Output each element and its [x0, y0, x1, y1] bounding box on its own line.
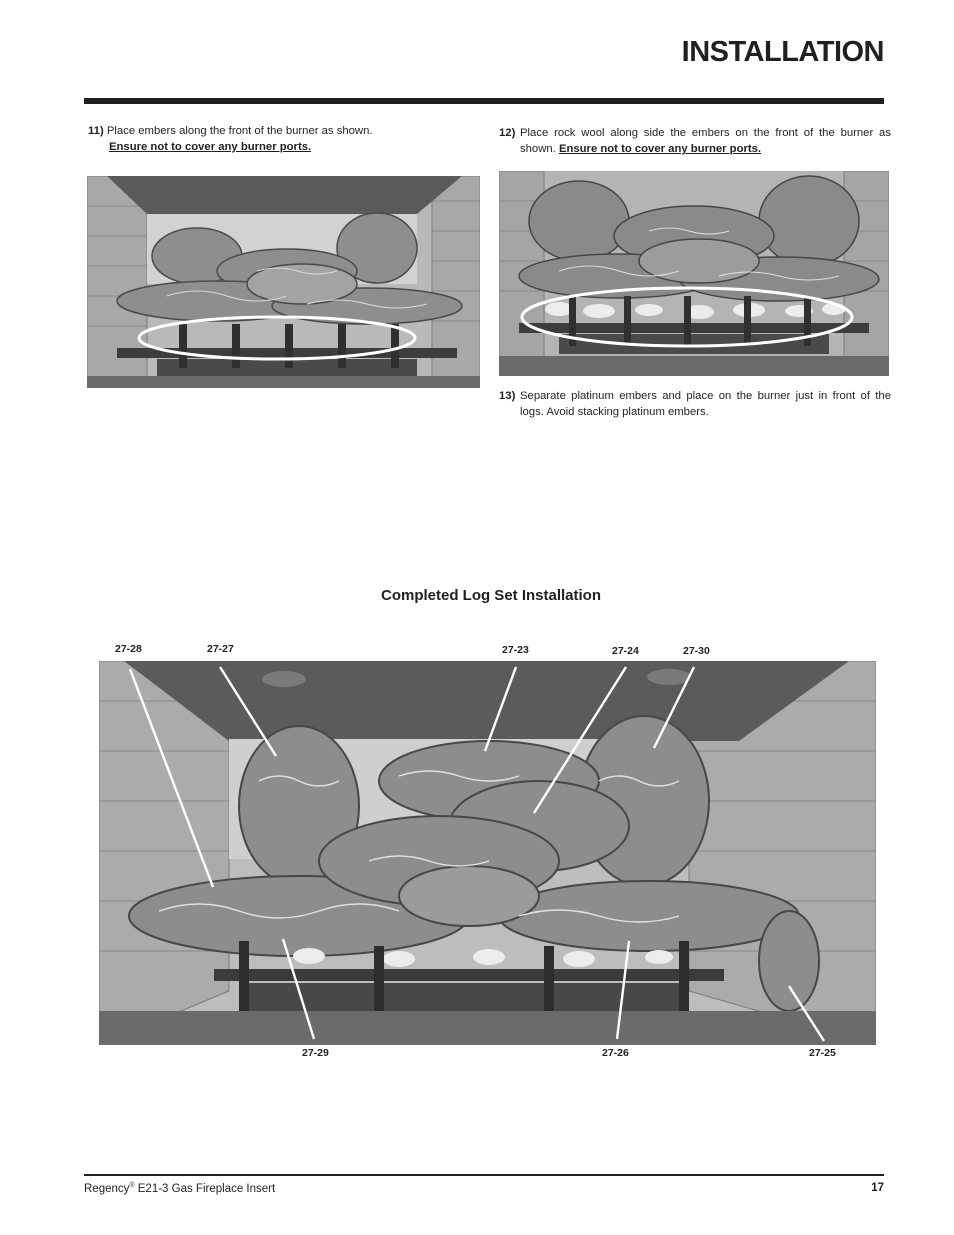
completed-log-set-photo — [99, 661, 876, 1045]
part-label-27-28: 27-28 — [115, 643, 142, 655]
part-label-27-26: 27-26 — [602, 1047, 629, 1059]
step-12-number: 12) — [499, 127, 516, 139]
footer-brand: Regency — [84, 1182, 130, 1195]
step-11-photo — [87, 176, 480, 388]
step-13-text: Separate platinum embers and place on the burner just in front of the logs. Avoid stacking platinum embers. — [520, 390, 891, 418]
footer-product-name: E21-3 Gas Fireplace Insert — [137, 1182, 276, 1195]
step-11-warning: Ensure not to cover any burner ports. — [109, 141, 312, 153]
header-rule — [84, 98, 884, 104]
completed-heading: Completed Log Set Installation — [380, 587, 601, 604]
part-label-27-25: 27-25 — [809, 1047, 836, 1059]
step-11-text: Place embers along the front of the burner as shown. — [106, 125, 373, 137]
page-title: INSTALLATION — [681, 36, 884, 68]
step-12 — [499, 125, 891, 157]
step-11-number: 11) — [88, 125, 104, 137]
part-label-27-23: 27-23 — [502, 644, 529, 656]
step-12-text: Place rock wool along side the embers on the front of the burner as shown. — [520, 127, 891, 155]
part-label-27-29: 27-29 — [302, 1047, 329, 1059]
step-12-warning: Ensure not to cover any burner ports. — [558, 143, 762, 155]
footer-rule — [84, 1174, 884, 1176]
footer-brand-mark: ® — [129, 1182, 135, 1189]
part-label-27-24: 27-24 — [612, 645, 639, 657]
part-label-27-30: 27-30 — [683, 645, 710, 657]
part-label-27-27: 27-27 — [207, 643, 234, 655]
step-12-photo — [499, 171, 889, 376]
footer-product — [84, 1182, 275, 1195]
step-11 — [88, 123, 468, 155]
step-13-number: 13) — [499, 390, 516, 402]
step-13 — [499, 388, 891, 420]
page-number: 17 — [871, 1182, 884, 1194]
